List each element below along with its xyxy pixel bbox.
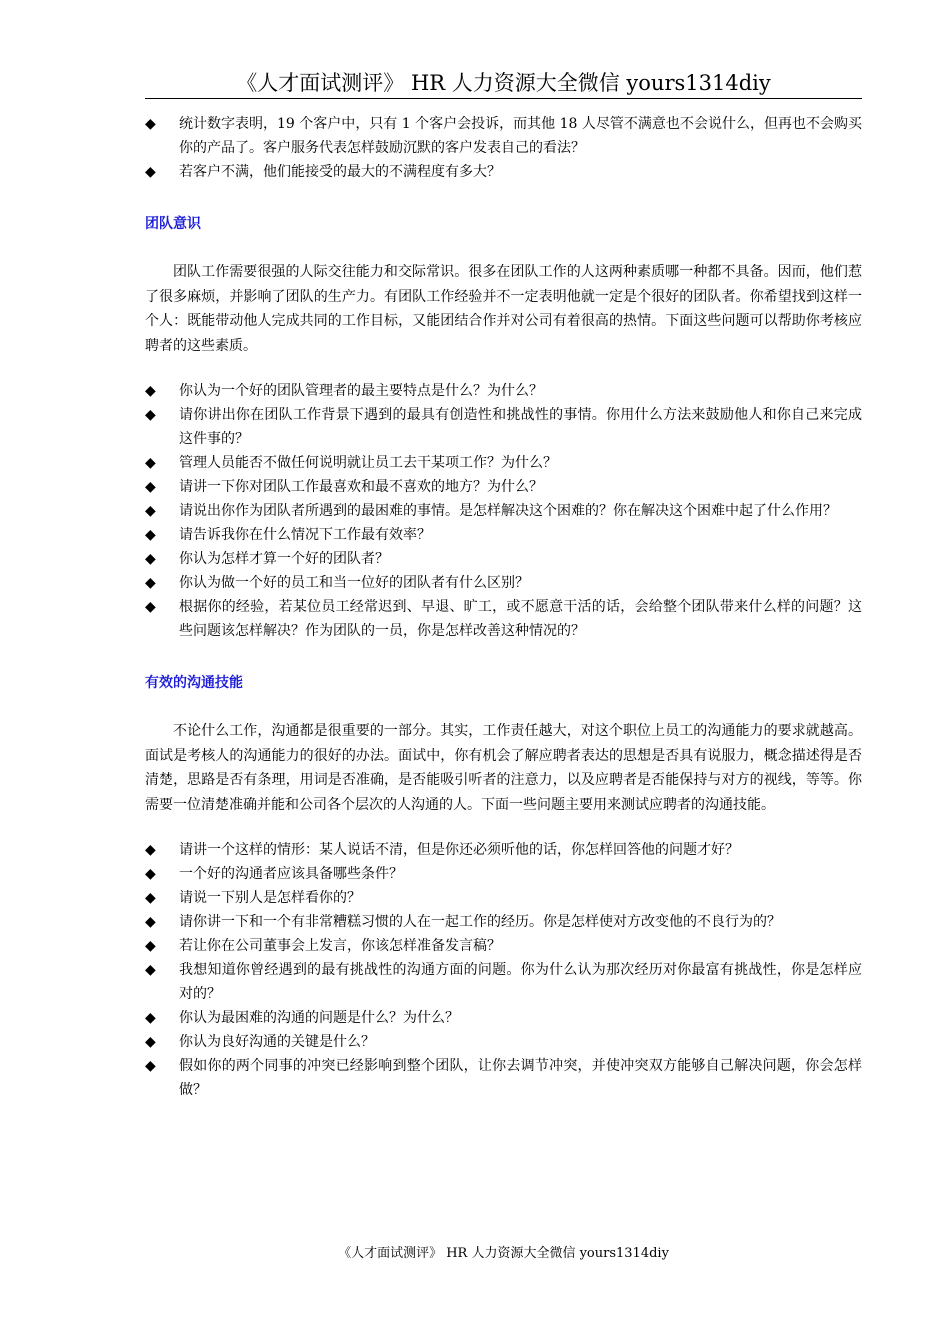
section-heading-communication: 有效的沟通技能 [145, 675, 243, 691]
footer-text: 《人才面试测评》 HR 人力资源大全微信 yours1314diy [338, 1246, 669, 1261]
list-item: ◆ 请你讲出你在团队工作背景下遇到的最具有创造性和挑战性的事情。你用什么方法来鼓励他人和你自己来完成这件事的？ [145, 403, 862, 451]
diamond-bullet-icon: ◆ [145, 455, 156, 471]
diamond-bullet-icon: ◆ [145, 1010, 156, 1026]
list-item: ◆ 根据你的经验，若某位员工经常迟到、早退、旷工，或不愿意干活的话，会给整个团队带来什么样的问题？这些问题该怎样解决？作为团队的一员，你是怎样改善这种情况的？ [145, 595, 862, 643]
list-item: ◆ 请你讲一下和一个有非常糟糕习惯的人在一起工作的经历。你是怎样使对方改变他的不良行为的？ [145, 910, 862, 934]
page-footer [145, 1244, 862, 1264]
diamond-bullet-icon: ◆ [145, 164, 156, 180]
list-item: ◆ 管理人员能否不做任何说明就让员工去干某项工作？为什么？ [145, 451, 862, 475]
diamond-bullet-icon: ◆ [145, 551, 156, 567]
page-content [145, 112, 862, 1102]
diamond-bullet-icon: ◆ [145, 383, 156, 399]
section-paragraph-communication: 不论什么工作，沟通都是很重要的一部分。其实，工作责任越大，对这个职位上员工的沟通能力的要求就越高。面试是考核人的沟通能力的很好的办法。面试中，你有机会了解应聘者表达的思想是否具有说服力，概念描述得是否清楚，思路是否有条理，用词是否准确，是否能吸引听者的注意力，以及应聘者是否能保持与对方的视线，等等。你需要一位清楚准确并能和公司各个层次的人沟通的人。下面一些问题主要用来测试应聘者的沟通技能。 [145, 723, 862, 813]
diamond-bullet-icon: ◆ [145, 599, 156, 615]
list-item: ◆ 你认为最困难的沟通的问题是什么？为什么？ [145, 1006, 862, 1030]
list-item: ◆ 若客户不满，他们能接受的最大的不满程度有多大？ [145, 160, 862, 184]
list-item: ◆ 你认为怎样才算一个好的团队者？ [145, 547, 862, 571]
list-item: ◆ 你认为良好沟通的关键是什么？ [145, 1030, 862, 1054]
diamond-bullet-icon: ◆ [145, 1058, 156, 1074]
diamond-bullet-icon: ◆ [145, 890, 156, 906]
intro-list [145, 112, 862, 184]
list-item: ◆ 你认为一个好的团队管理者的最主要特点是什么？为什么？ [145, 379, 862, 403]
page-header [145, 68, 862, 99]
list-item: ◆ 请讲一个这样的情形：某人说话不清，但是你还必须听他的话，你怎样回答他的问题才好？ [145, 838, 862, 862]
diamond-bullet-icon: ◆ [145, 914, 156, 930]
list-item: ◆ 统计数字表明，19 个客户中，只有 1 个客户会投诉，而其他 18 人尽管不满意也不会说什么，但再也不会购买你的产品了。客户服务代表怎样鼓励沉默的客户发表自己的看法？ [145, 112, 862, 160]
list-item: ◆ 你认为做一个好的员工和当一位好的团队者有什么区别？ [145, 571, 862, 595]
diamond-bullet-icon: ◆ [145, 116, 156, 132]
header-title: 《人才面试测评》 HR 人力资源大全微信 yours1314diy [236, 71, 771, 95]
diamond-bullet-icon: ◆ [145, 407, 156, 423]
diamond-bullet-icon: ◆ [145, 479, 156, 495]
list-item: ◆ 请说一下别人是怎样看你的？ [145, 886, 862, 910]
teamwork-question-list [145, 379, 862, 643]
diamond-bullet-icon: ◆ [145, 866, 156, 882]
list-item: ◆ 我想知道你曾经遇到的最有挑战性的沟通方面的问题。你为什么认为那次经历对你最富有挑战性，你是怎样应对的？ [145, 958, 862, 1006]
communication-question-list [145, 838, 862, 1102]
list-item: ◆ 请告诉我你在什么情况下工作最有效率？ [145, 523, 862, 547]
list-item: ◆ 若让你在公司董事会上发言，你该怎样准备发言稿？ [145, 934, 862, 958]
section-heading-teamwork: 团队意识 [145, 216, 201, 232]
diamond-bullet-icon: ◆ [145, 575, 156, 591]
diamond-bullet-icon: ◆ [145, 527, 156, 543]
list-item: ◆ 请讲一下你对团队工作最喜欢和最不喜欢的地方？为什么？ [145, 475, 862, 499]
diamond-bullet-icon: ◆ [145, 938, 156, 954]
list-item: ◆ 请说出你作为团队者所遇到的最困难的事情。是怎样解决这个困难的？你在解决这个困难中起了什么作用？ [145, 499, 862, 523]
list-item: ◆ 假如你的两个同事的冲突已经影响到整个团队，让你去调节冲突，并使冲突双方能够自己解决问题，你会怎样做？ [145, 1054, 862, 1102]
diamond-bullet-icon: ◆ [145, 962, 156, 978]
diamond-bullet-icon: ◆ [145, 503, 156, 519]
list-item: ◆ 一个好的沟通者应该具备哪些条件？ [145, 862, 862, 886]
section-paragraph-teamwork: 团队工作需要很强的人际交往能力和交际常识。很多在团队工作的人这两种素质哪一种都不具备。因而，他们惹了很多麻烦，并影响了团队的生产力。有团队工作经验并不一定表明他就一定是个很好的团队者。你希望找到这样一个人：既能带动他人完成共同的工作目标，又能团结合作并对公司有着很高的热情。下面这些问题可以帮助你考核应聘者的这些素质。 [145, 264, 862, 354]
diamond-bullet-icon: ◆ [145, 842, 156, 858]
diamond-bullet-icon: ◆ [145, 1034, 156, 1050]
